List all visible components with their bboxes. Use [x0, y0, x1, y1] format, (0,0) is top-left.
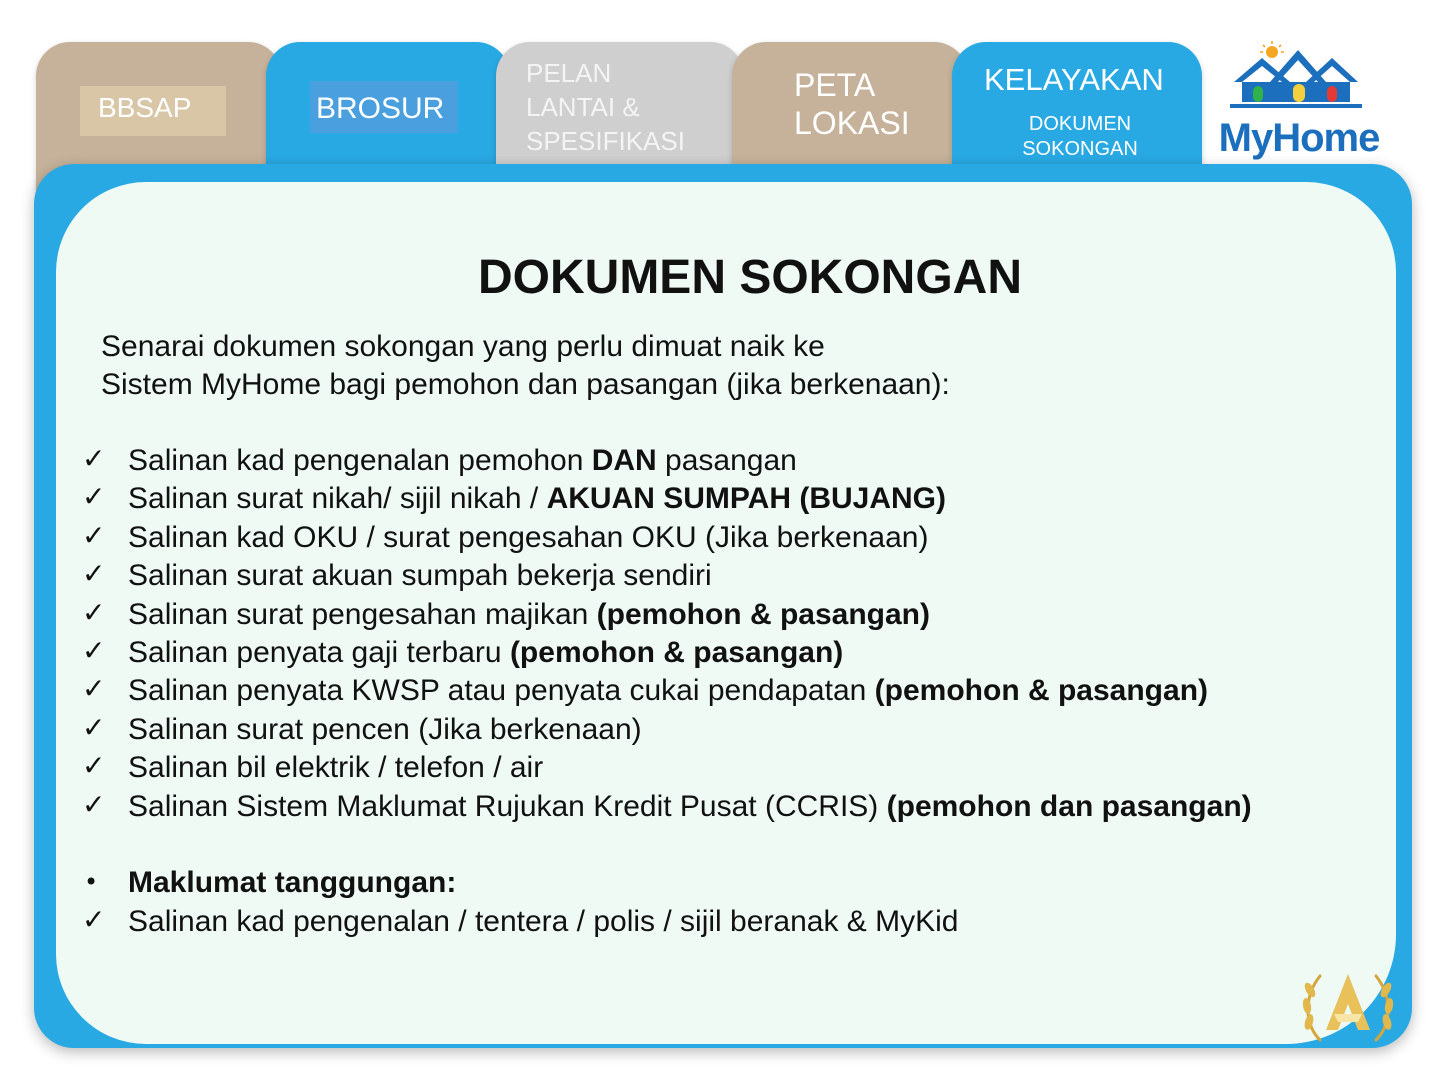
item-text: Salinan kad OKU / surat pengesahan OKU (Jika berkenaan): [128, 521, 929, 554]
item-text: Salinan bil elektrik / telefon / air: [128, 751, 544, 784]
bullet-icon: •: [84, 868, 99, 896]
intro-line-2: Sistem MyHome bagi pemohon dan pasangan (jika berkenaan):: [101, 368, 950, 401]
tab-kelayakan-sub-line-2: SOKONGAN: [1022, 138, 1138, 160]
check-icon: ✓: [82, 442, 106, 475]
item-bold-text: (pemohon & pasangan): [509, 636, 844, 669]
item-text: Salinan penyata KWSP atau penyata cukai pendapatan: [128, 674, 875, 707]
item-bold-text: DAN: [591, 444, 657, 477]
item-text: Salinan surat nikah/ sijil nikah /: [128, 482, 547, 515]
item-bold-text: (pemohon & pasangan): [596, 598, 930, 631]
page-title: DOKUMEN SOKONGAN: [477, 251, 1022, 304]
item-text: Salinan surat pencen (Jika berkenaan): [128, 713, 642, 746]
check-icon: ✓: [82, 903, 106, 936]
logo-wordmark: MyHome: [1218, 116, 1380, 160]
item-text: Salinan kad pengenalan pemohon: [128, 444, 592, 477]
tab-pelan-line-3: SPESIFIKASI: [526, 126, 685, 156]
item-text-after: pasangan: [656, 444, 797, 477]
check-icon: ✓: [82, 557, 106, 590]
tab-kelayakan-sub-line-1: DOKUMEN: [1028, 113, 1132, 135]
check-icon: ✓: [82, 711, 106, 744]
tab-kelayakan-label: KELAYAKAN: [984, 62, 1164, 97]
tab-peta-line-2: LOKASI: [794, 105, 910, 141]
tab-brosur-label: BROSUR: [310, 81, 458, 133]
tab-pelan-line-1: PELAN: [526, 58, 612, 88]
item-text: Salinan surat pengesahan majikan: [128, 598, 597, 631]
check-icon: ✓: [82, 596, 106, 629]
item-bold-text: (pemohon dan pasangan): [886, 790, 1252, 823]
tab-pelan-line-2: LANTAI &: [526, 92, 640, 122]
check-icon: ✓: [82, 634, 106, 667]
intro-line-1: Senarai dokumen sokongan yang perlu dimuat naik ke: [101, 330, 825, 363]
check-icon: ✓: [82, 519, 106, 552]
tab-bbsap-label: BBSAP: [80, 86, 226, 136]
item-bold-text: (pemohon & pasangan): [874, 674, 1209, 707]
tab-peta-label: [794, 66, 944, 142]
dependents-item-text: Salinan kad pengenalan / tentera / polis / sijil beranak & MyKid: [128, 905, 959, 938]
tab-pelan-label: [526, 56, 726, 158]
tab-kelayakan-sublabel: [952, 112, 1208, 162]
check-icon: ✓: [82, 749, 106, 782]
laurel-badge-icon: [1298, 960, 1398, 1050]
item-bold-text: AKUAN SUMPAH (BUJANG): [546, 482, 946, 515]
check-icon: ✓: [82, 672, 106, 705]
item-text: Salinan Sistem Maklumat Rujukan Kredit Pusat (CCRIS): [128, 790, 887, 823]
tab-peta-line-1: PETA: [794, 67, 876, 103]
check-icon: ✓: [82, 788, 106, 821]
check-icon: ✓: [82, 480, 106, 513]
item-text: Salinan penyata gaji terbaru: [128, 636, 510, 669]
item-text: Salinan surat akuan sumpah bekerja sendiri: [128, 559, 712, 592]
houses-icon: [1208, 40, 1384, 120]
myhome-logo: [1208, 40, 1384, 160]
dependents-heading: Maklumat tanggungan:: [128, 866, 457, 899]
